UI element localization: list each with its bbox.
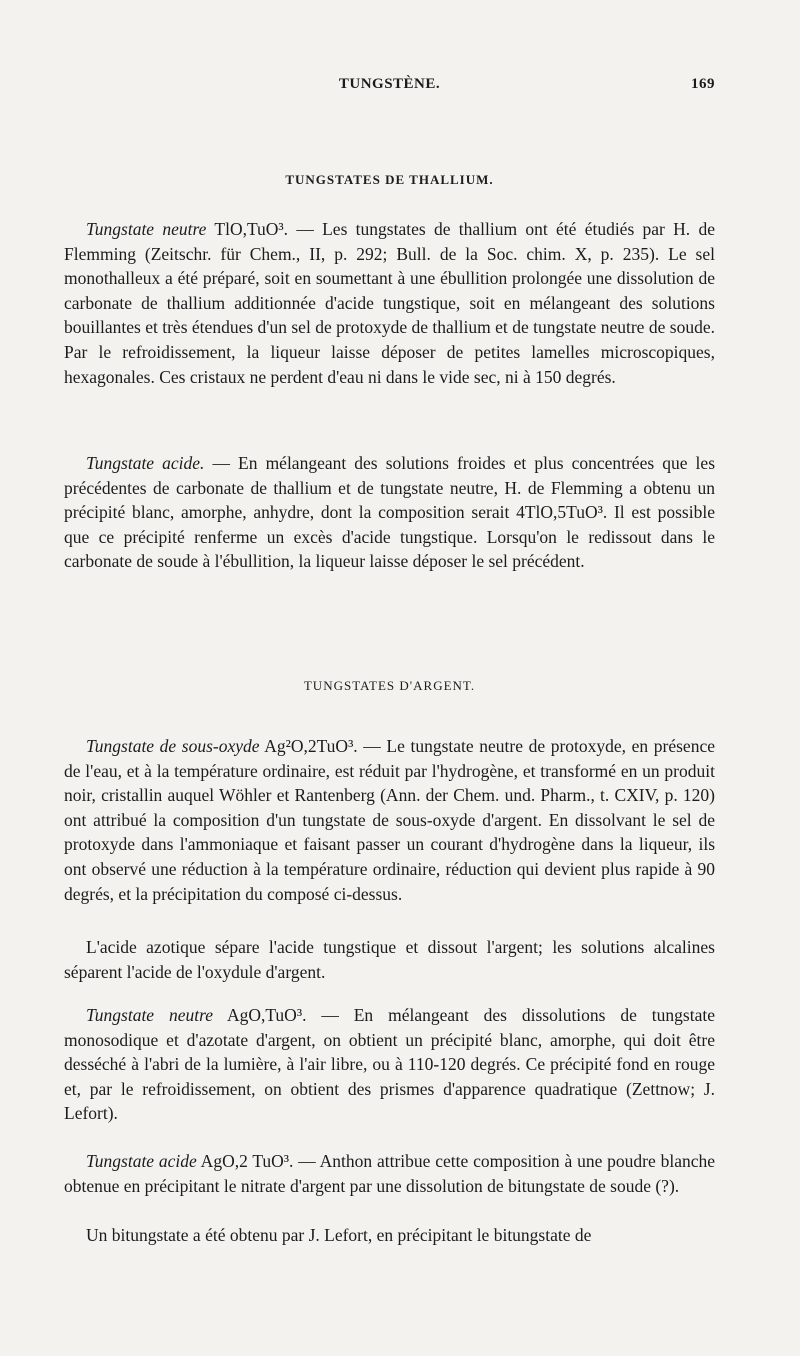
paragraph-lead: Tungstate acide. <box>86 453 205 473</box>
running-head <box>64 76 715 100</box>
section-heading-argent: TUNGSTATES D'ARGENT. <box>303 678 476 693</box>
paragraph-tungstate-sous-oxyde <box>64 734 715 906</box>
paragraph-text: — Le tungstate neutre de protoxyde, en présence de l'eau, et à la température ordinaire, est réduit par l'hydrogène, et transformé en un produit noir, cristallin auquel Wöhler et Rantenberg (Ann. der Chem. und. Pharm., t. CXIV, p. 120) ont attribué la composition d'un tungstate de sous-oxyde d'argent. En dissolvant le sel de protoxyde dans l'ammoniaque et faisant passer un courant d'hydrogène dans la liqueur, ils ont observé une réduction à la température ordinaire, réduction qui devient plus rapide à 90 degrés, et la précipitation du composé ci-dessus. <box>64 736 715 904</box>
paragraph-lead: Tungstate de sous-oxyde <box>86 736 260 756</box>
paragraph-acide-azotique <box>64 935 715 984</box>
paragraph-text: — En mélangeant des dissolutions de tungstate monosodique et d'azotate d'argent, on obtient un précipité blanc, amorphe, qui doit être desséché à l'abri de la lumière, à l'air libre, ou à 110-120 degrés. Ce précipité fond en rouge et, par le refroidissement, on obtient des prismes d'apparence quadratique (Zettnow; J. Lefort). <box>64 1005 715 1124</box>
paragraph-tungstate-neutre-thallium <box>64 217 715 389</box>
paragraph-text: Un bitungstate a été obtenu par J. Lefort, en précipitant le bitungstate de <box>86 1225 592 1245</box>
paragraph-text: — Anthon attribue cette composition à une poudre blanche obtenue en précipitant le nitrate d'argent par une dissolution de bitungstate de soude (?). <box>64 1151 716 1196</box>
paragraph-tungstate-acide-thallium <box>64 451 715 574</box>
section-heading-thallium: TUNGSTATES DE THALLIUM. <box>285 172 494 187</box>
paragraph-formula: TlO,TuO³. <box>206 219 289 239</box>
paragraph-tungstate-neutre-argent <box>64 1003 715 1126</box>
paragraph-formula: AgO,TuO³. <box>213 1005 307 1025</box>
page-number: 169 <box>691 76 715 92</box>
paragraph-lead: Tungstate acide <box>86 1151 197 1171</box>
paragraph-lead: Tungstate neutre <box>86 219 207 239</box>
paragraph-formula: AgO,2 TuO³. <box>196 1151 294 1171</box>
paragraph-tungstate-acide-argent <box>64 1149 715 1198</box>
paragraph-text: — Les tungstates de thallium ont été étudiés par H. de Flemming (Zeitschr. für Chem., II, p. 292; Bull. de la Soc. chim. X, p. 235). Le sel monothalleux a été préparé, soit en soumettant à une ébullition prolongée une dissolution de carbonate de thallium additionnée d'acide tungstique, soit en mélangeant des solutions bouillantes et très étendues d'un sel de protoxyde de thallium et de tungstate neutre de soude. Par le refroidissement, la liqueur laisse déposer de petites lamelles microscopiques, hexagonales. Ces cristaux ne perdent d'eau ni dans le vide sec, ni à 150 degrés. <box>64 219 715 387</box>
running-title: TUNGSTÈNE. <box>338 76 441 92</box>
paragraph-bitungstate <box>64 1223 715 1248</box>
paragraph-lead: Tungstate neutre <box>86 1005 214 1025</box>
paragraph-text: L'acide azotique sépare l'acide tungstique et dissout l'argent; les solutions alcalines séparent l'acide de l'oxydule d'argent. <box>64 937 715 982</box>
paragraph-text: — En mélangeant des solutions froides et plus concentrées que les précédentes de carbonate de thallium et de tungstate neutre, H. de Flemming a obtenu un précipité blanc, amorphe, anhydre, dont la composition serait 4TlO,5TuO³. Il est possible que ce précipité renferme un excès d'acide tungstique. Lorsqu'on le redissout dans le carbonate de soude à l'ébullition, la liqueur laisse déposer le sel précédent. <box>64 453 716 572</box>
paragraph-formula: Ag²O,2TuO³. <box>259 736 358 756</box>
